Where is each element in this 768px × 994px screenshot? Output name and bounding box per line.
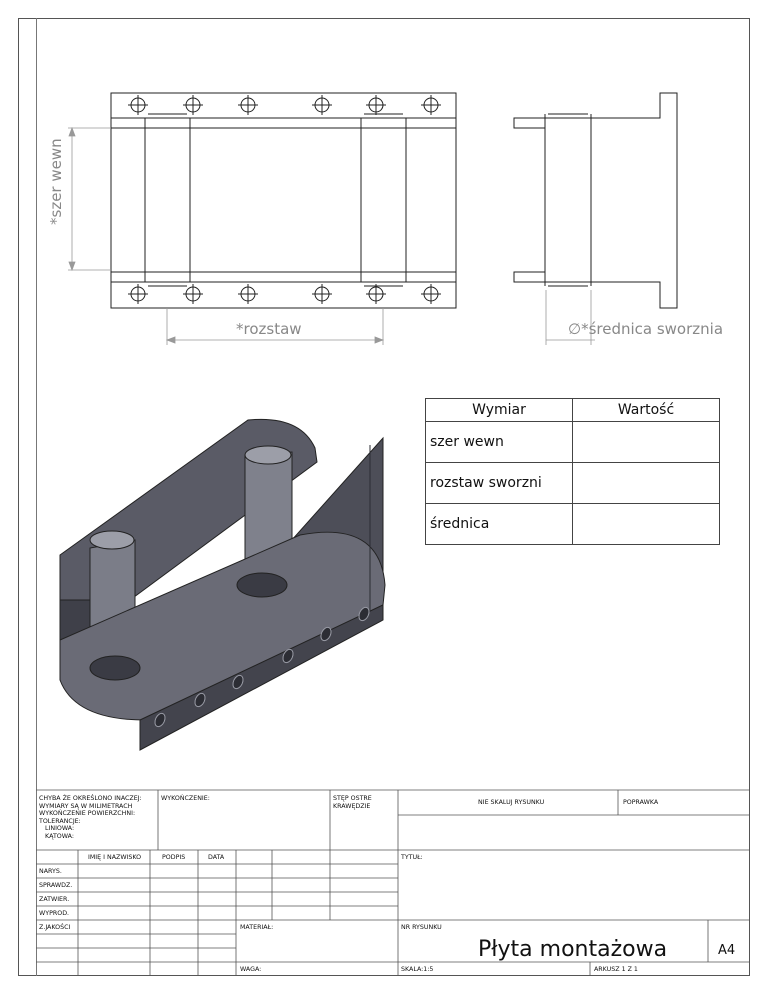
width-dimension-label: *szer wewn — [47, 138, 65, 225]
row-name: rozstaw sworzni — [426, 463, 573, 504]
scale-label: SKALA:1:5 — [401, 966, 434, 973]
row-name: szer wewn — [426, 422, 573, 463]
row-value[interactable] — [573, 422, 720, 463]
role-label: Z.JAKOŚCI — [39, 924, 71, 931]
dimension-lines — [68, 128, 595, 345]
isometric-view — [60, 419, 385, 750]
edges-note: STĘP OSTRE KRAWĘDZIE — [333, 795, 372, 810]
row-value[interactable] — [573, 504, 720, 545]
row-name: średnica — [426, 504, 573, 545]
drawing-title: Płyta montażowa — [478, 937, 668, 962]
material-label: MATERIAŁ: — [240, 924, 274, 931]
diameter-dimension-label: ∅*średnica sworznia — [568, 320, 724, 338]
dimension-table — [425, 398, 720, 545]
row-value[interactable] — [573, 463, 720, 504]
side-view — [514, 93, 677, 308]
finish-label: WYKOŃCZENIE: — [161, 795, 210, 802]
revision-label: POPRAWKA — [623, 799, 659, 806]
col-sign-header: PODPIS — [162, 854, 186, 861]
drawing-number-label: NR RYSUNKU — [401, 924, 442, 931]
format-label: A4 — [718, 943, 736, 958]
notes-block: CHYBA ŻE OKREŚLONO INACZEJ: WYMIARY SĄ W MILIMETRACH WYKOŃCZENIE POWIERZCHNI: TOLERANCJE: LINIOWA: KĄTOWA: — [39, 795, 142, 840]
role-label: NARYS. — [39, 868, 62, 875]
table-row — [426, 504, 720, 545]
table-header-value: Wartość — [573, 399, 720, 422]
table-row — [426, 463, 720, 504]
role-label: WYPROD. — [39, 910, 70, 917]
col-name-header: IMIĘ I NAZWISKO — [88, 854, 142, 861]
no-scale-label: NIE SKALUJ RYSUNKU — [478, 799, 545, 806]
spacing-dimension-label: *rozstaw — [236, 320, 302, 338]
title-label: TYTUŁ: — [401, 854, 423, 861]
sheet-label: ARKUSZ 1 Z 1 — [594, 966, 638, 973]
table-header-dimension: Wymiar — [426, 399, 573, 422]
col-date-header: DATA — [208, 854, 225, 861]
table-row — [426, 422, 720, 463]
role-label: ZATWIER. — [39, 896, 70, 903]
role-label: SPRAWDZ. — [39, 882, 73, 889]
top-view — [111, 93, 456, 308]
weight-label: WAGA: — [240, 966, 262, 973]
